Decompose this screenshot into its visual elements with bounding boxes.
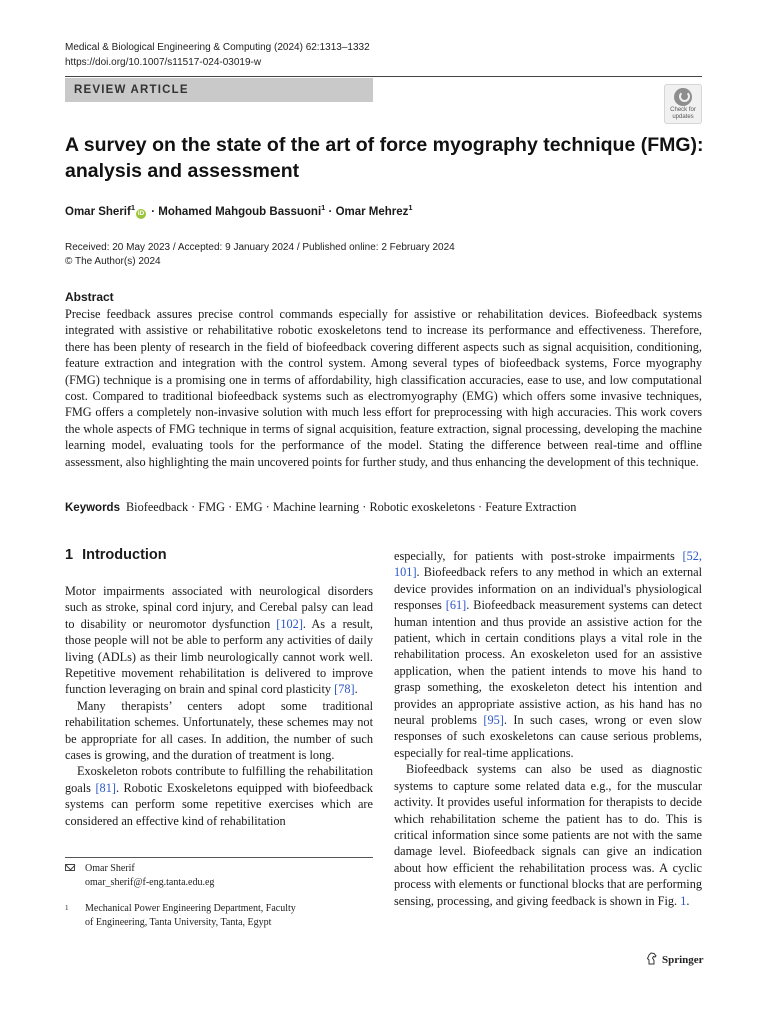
envelope-icon [65,864,75,871]
author-separator: · [148,205,159,218]
check-for-updates-badge[interactable] [664,84,702,124]
citation-link[interactable]: [61] [445,598,467,613]
doi-link[interactable]: https://doi.org/10.1007/s11517-024-03019-w [65,57,262,68]
paragraph: Many therapists’ centers adopt some traditional rehabilitation schemes. Unfortunately, these schemes may not be appropriate for all cases. In addition, the number of such cases is growing, and the duration of treatment is long. [65,698,373,763]
corresponding-author-email[interactable]: omar_sherif@f-eng.tanta.edu.eg [85,876,215,888]
corresponding-author-note [65,862,214,889]
section-heading [65,547,167,563]
affiliation-marker: 1 [408,203,413,212]
footnote-rule [65,857,373,858]
check-updates-icon [674,88,692,106]
citation-link[interactable]: [95] [483,713,504,728]
publisher-logo [646,952,704,966]
article-type-banner: REVIEW ARTICLE [65,78,373,102]
body-column-left [65,583,373,829]
orcid-icon[interactable]: iD [137,209,145,217]
affiliation-marker: 1 [321,203,326,212]
affiliation-line: of Engineering, Tanta University, Tanta, Egypt [85,916,272,928]
author-name[interactable]: Omar Sherif [65,205,131,218]
affiliation-note [65,902,296,929]
abstract-text: Precise feedback assures precise control commands especially for assistive or rehabilitation devices. Biofeedback systems integrated with assistive or rehabilitative robotic exoskeletons tend to increase its performance and effectiveness. Therefore, there has been plenty of research in the field of biofeedback covering different aspects such as signal acquisition, conditioning, feature extraction and integration with the control system. Among several types of biofeedback systems, Force myography (FMG) technique is a promising one in terms of affordability, high classification accuracies, ease to use, and low computational cost. Compared to traditional biofeedback systems such as electromyography (EMG) which offers some invasive techniques, FMG offers a completely non-invasive solution with much less effort for preprocessing with high accuracies. This work covers the whole aspects of FMG technique in terms of signal acquisition, feature extraction, signal processing, developing the machine learning model, evaluating tools for the performance of the model. Stating the difference between real-time and offline assessment, also highlighting the main uncovered points for further study, and thus enhancing the development of this technique. [65,307,702,469]
author-name[interactable]: Mohamed Mahgoub Bassuoni [158,205,322,218]
body-column-right [394,548,702,909]
corresponding-author-name: Omar Sherif [85,863,135,874]
copyright-line: © The Author(s) 2024 [65,256,161,267]
citation-link[interactable]: [102] [276,616,303,631]
author-name[interactable]: Omar Mehrez [335,205,409,218]
author-separator: · [325,205,336,218]
paragraph: Exoskeleton robots contribute to fulfilling the rehabilitation goals [81]. Robotic Exoskeletons equipped with biofeedback systems can perform some repetitive exercises which are considered an effective kind of rehabilitation [65,764,374,828]
journal-header [65,40,370,70]
section-number: 1 [65,547,74,563]
figure-link[interactable]: 1 [680,893,687,908]
keywords-label: Keywords [65,502,120,514]
keywords-list: Biofeedback · FMG · EMG · Machine learning · Robotic exoskeletons · Feature Extraction [125,500,577,514]
citation-link[interactable]: [52, 101] [394,549,702,580]
badge-line1: Check for [670,107,696,113]
keywords-line [65,500,576,515]
header-rule [65,76,702,77]
paragraph: Biofeedback systems can also be used as diagnostic systems to capture some related data e.g., for the muscular activity. It provides useful information for therapists to decide which rehabilitation scheme the patient has to do. This is critical information since some patients are not with the same damage level. Biofeedback signals can give an indication about how efficient the rehabilitation process was. A cyclic process with elements or functional blocks that are performing sensing, processing, and giving feedback is shown in Fig. 1. [394,762,703,908]
paragraph: especially, for patients with post-stroke impairments [52, 101]. Biofeedback refers to any method in which an external device provides information on an individual's physiological responses [61]. Biofeedback measurement systems can detect human intention and thus provide an assistive action for the patient, which in certain conditions plays a vital role in the rehabilitation process. An exoskeleton used for an assistive application, when the patient intends to move his hand to grasp something, the exoskeleton detect his intention and provides an appropriate assistive action, as his hand has no neural problems [95]. In such cases, wrong or even slow responses of such exoskeletons can cause serious problems, especially for real-time applications. [394,549,702,760]
badge-line2: updates [672,113,694,120]
affiliation-line: Mechanical Power Engineering Department, Faculty [85,903,296,914]
paragraph: Motor impairments associated with neurological disorders such as stroke, spinal cord injury, and Cerebal palsy can lead to disability or neuromotor dysfunction [102]. As a result, those people will not be able to perform any activities of daily living (ADLs) as their limb neurologically cannot work well. Repetitive movement rehabilitation is delivered to improve function leveraging on brain and spinal cord plasticity [78]. [65,584,373,697]
publisher-name: Springer [662,954,704,966]
springer-horse-icon [646,952,658,965]
journal-citation: Medical & Biological Engineering & Computing (2024) 62:1313–1332 [65,42,370,53]
citation-link[interactable]: [78] [334,682,355,697]
affiliation-marker: 1 [130,203,135,212]
publication-dates [65,241,455,269]
section-title: Introduction [82,547,167,563]
affiliation-number: 1 [65,904,69,912]
citation-link[interactable]: [81] [95,780,116,795]
history-dates: Received: 20 May 2023 / Accepted: 9 January 2024 / Published online: 2 February 2024 [65,242,455,253]
article-title: A survey on the state of the art of force myography technique (FMG): analysis and assessment [65,134,704,182]
abstract-heading: Abstract [65,290,114,304]
author-list [65,203,413,219]
